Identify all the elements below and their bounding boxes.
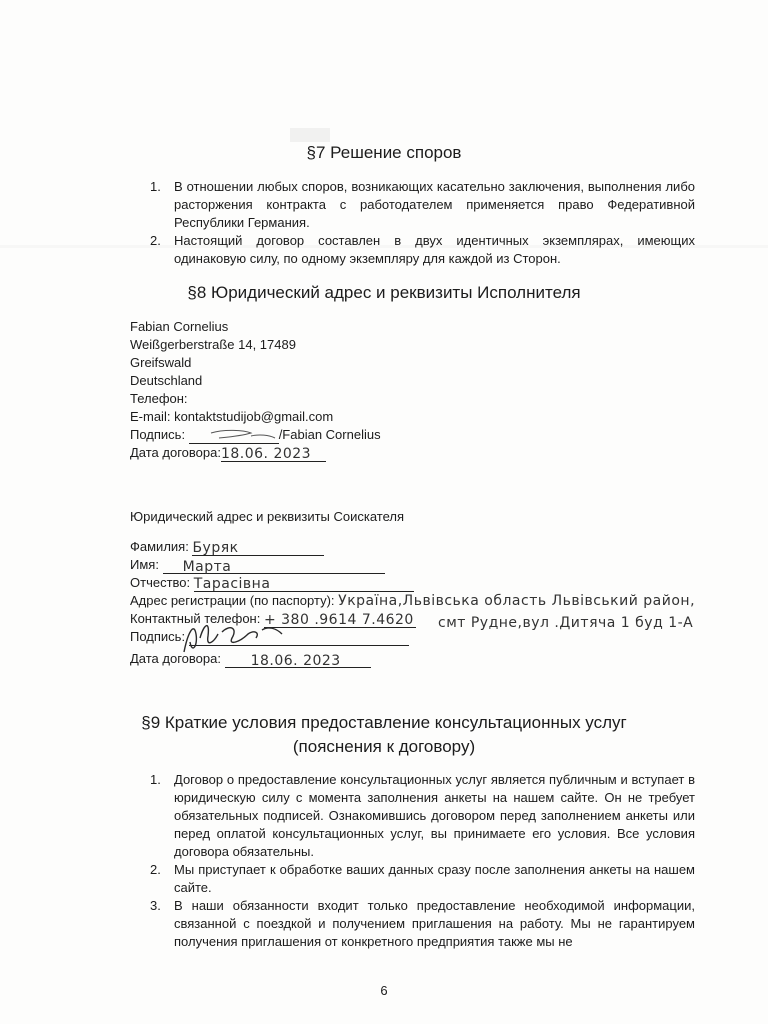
- executor-name: Fabian Cornelius: [130, 319, 229, 334]
- executor-city: Greifswald: [130, 355, 192, 370]
- email-value: kontaktstudijob@gmail.com: [174, 409, 334, 424]
- address-label: Адрес регистрации (по паспорту):: [130, 593, 335, 608]
- signature-stroke: [189, 427, 279, 443]
- section-7-list: [150, 178, 695, 268]
- applicant-signature-label: Подпись:: [130, 629, 186, 644]
- applicant-date-row: [130, 650, 371, 668]
- list-item-number: 2.: [150, 862, 161, 877]
- patronymic-label: Отчество:: [130, 575, 191, 590]
- list-item-number: 3.: [150, 898, 161, 913]
- address-value-2: смт Рудне,вул .Дитяча 1 буд 1-А: [438, 615, 694, 631]
- list-item-number: 2.: [150, 233, 161, 248]
- applicant-heading: Юридический адрес и реквизиты Соискателя: [130, 509, 405, 524]
- applicant-name-row: [130, 556, 385, 574]
- executor-date-row: [130, 444, 326, 462]
- section-8-title: §8 Юридический адрес и реквизиты Исполнителя: [187, 283, 581, 302]
- surname-value: Буряк: [192, 539, 324, 556]
- applicant-date-label: Дата договора:: [130, 651, 221, 666]
- list-item-text: В наши обязанности входит только предоставление необходимой информации, связанной с поездкой и получением приглашения на работу. Мы не гарантируем получения приглашения от конкретного предприятия также мы не: [174, 898, 695, 949]
- name-label: Имя:: [130, 557, 159, 572]
- email-label: E-mail:: [130, 409, 171, 424]
- applicant-patronymic-row: [130, 574, 414, 592]
- executor-signature-row: [130, 426, 381, 444]
- list-item-number: 1.: [150, 179, 161, 194]
- section-9-title: §9 Краткие условия предоставление консультационных услуг: [141, 713, 627, 732]
- applicant-date-value: 18.06. 2023: [225, 652, 371, 668]
- scan-artifact: [290, 128, 330, 142]
- executor-signature-name: /Fabian Cornelius: [278, 427, 381, 442]
- executor-signature: [189, 427, 279, 444]
- list-item: [150, 178, 695, 232]
- section-7-title: §7 Решение споров: [306, 143, 462, 162]
- list-item: [150, 897, 695, 951]
- phone-label: Контактный телефон:: [130, 611, 261, 626]
- date-label: Дата договора:: [130, 445, 221, 460]
- executor-phone-label: Телефон:: [130, 391, 188, 406]
- list-item-text: Настоящий договор составлен в двух идентичных экземплярах, имеющих одинаковую силу, по одному экземпляру для каждой из Сторон.: [174, 233, 695, 266]
- page-number: 6: [380, 983, 388, 998]
- phone-value: + 380 .9614 7.4620: [264, 611, 416, 628]
- list-item: [150, 771, 695, 861]
- list-item: [150, 861, 695, 897]
- applicant-address-row: [130, 592, 695, 610]
- patronymic-value: Тарасівна: [194, 575, 414, 592]
- address-value-1: Україна,Львівська область Львівський район,: [338, 593, 696, 609]
- executor-street: Weißgerberstraße 14, 17489: [130, 337, 296, 352]
- applicant-surname-row: [130, 538, 324, 556]
- signature-label: Подпись:: [130, 427, 186, 442]
- name-value: Марта: [163, 558, 385, 574]
- executor-email-row: [130, 408, 333, 426]
- executor-date-value: 18.06. 2023: [221, 445, 326, 462]
- list-item-text: Договор о предоставление консультационных услуг является публичным и вступает в юридическую силу с момента заполнения анкеты на нашем сайте. Он не требует обязательных подписей. Ознакомившись договором перед заполнением анкеты или перед оплатой консультационных услуг, вы принимаете его условия. Все условия договора обязательны.: [174, 772, 695, 859]
- surname-label: Фамилия:: [130, 539, 189, 554]
- list-item-text: В отношении любых споров, возникающих касательно заключения, выполнения либо расторжения контракта с работодателем применяется право Федеративной Республики Германия.: [174, 179, 695, 230]
- list-item-text: Мы приступает к обработке ваших данных сразу после заполнения анкеты на нашем сайте.: [174, 862, 695, 895]
- executor-country: Deutschland: [130, 373, 203, 388]
- list-item: [150, 232, 695, 268]
- list-item-number: 1.: [150, 772, 161, 787]
- section-9-subtitle: (пояснения к договору): [292, 737, 476, 756]
- section-9-list: [150, 771, 695, 951]
